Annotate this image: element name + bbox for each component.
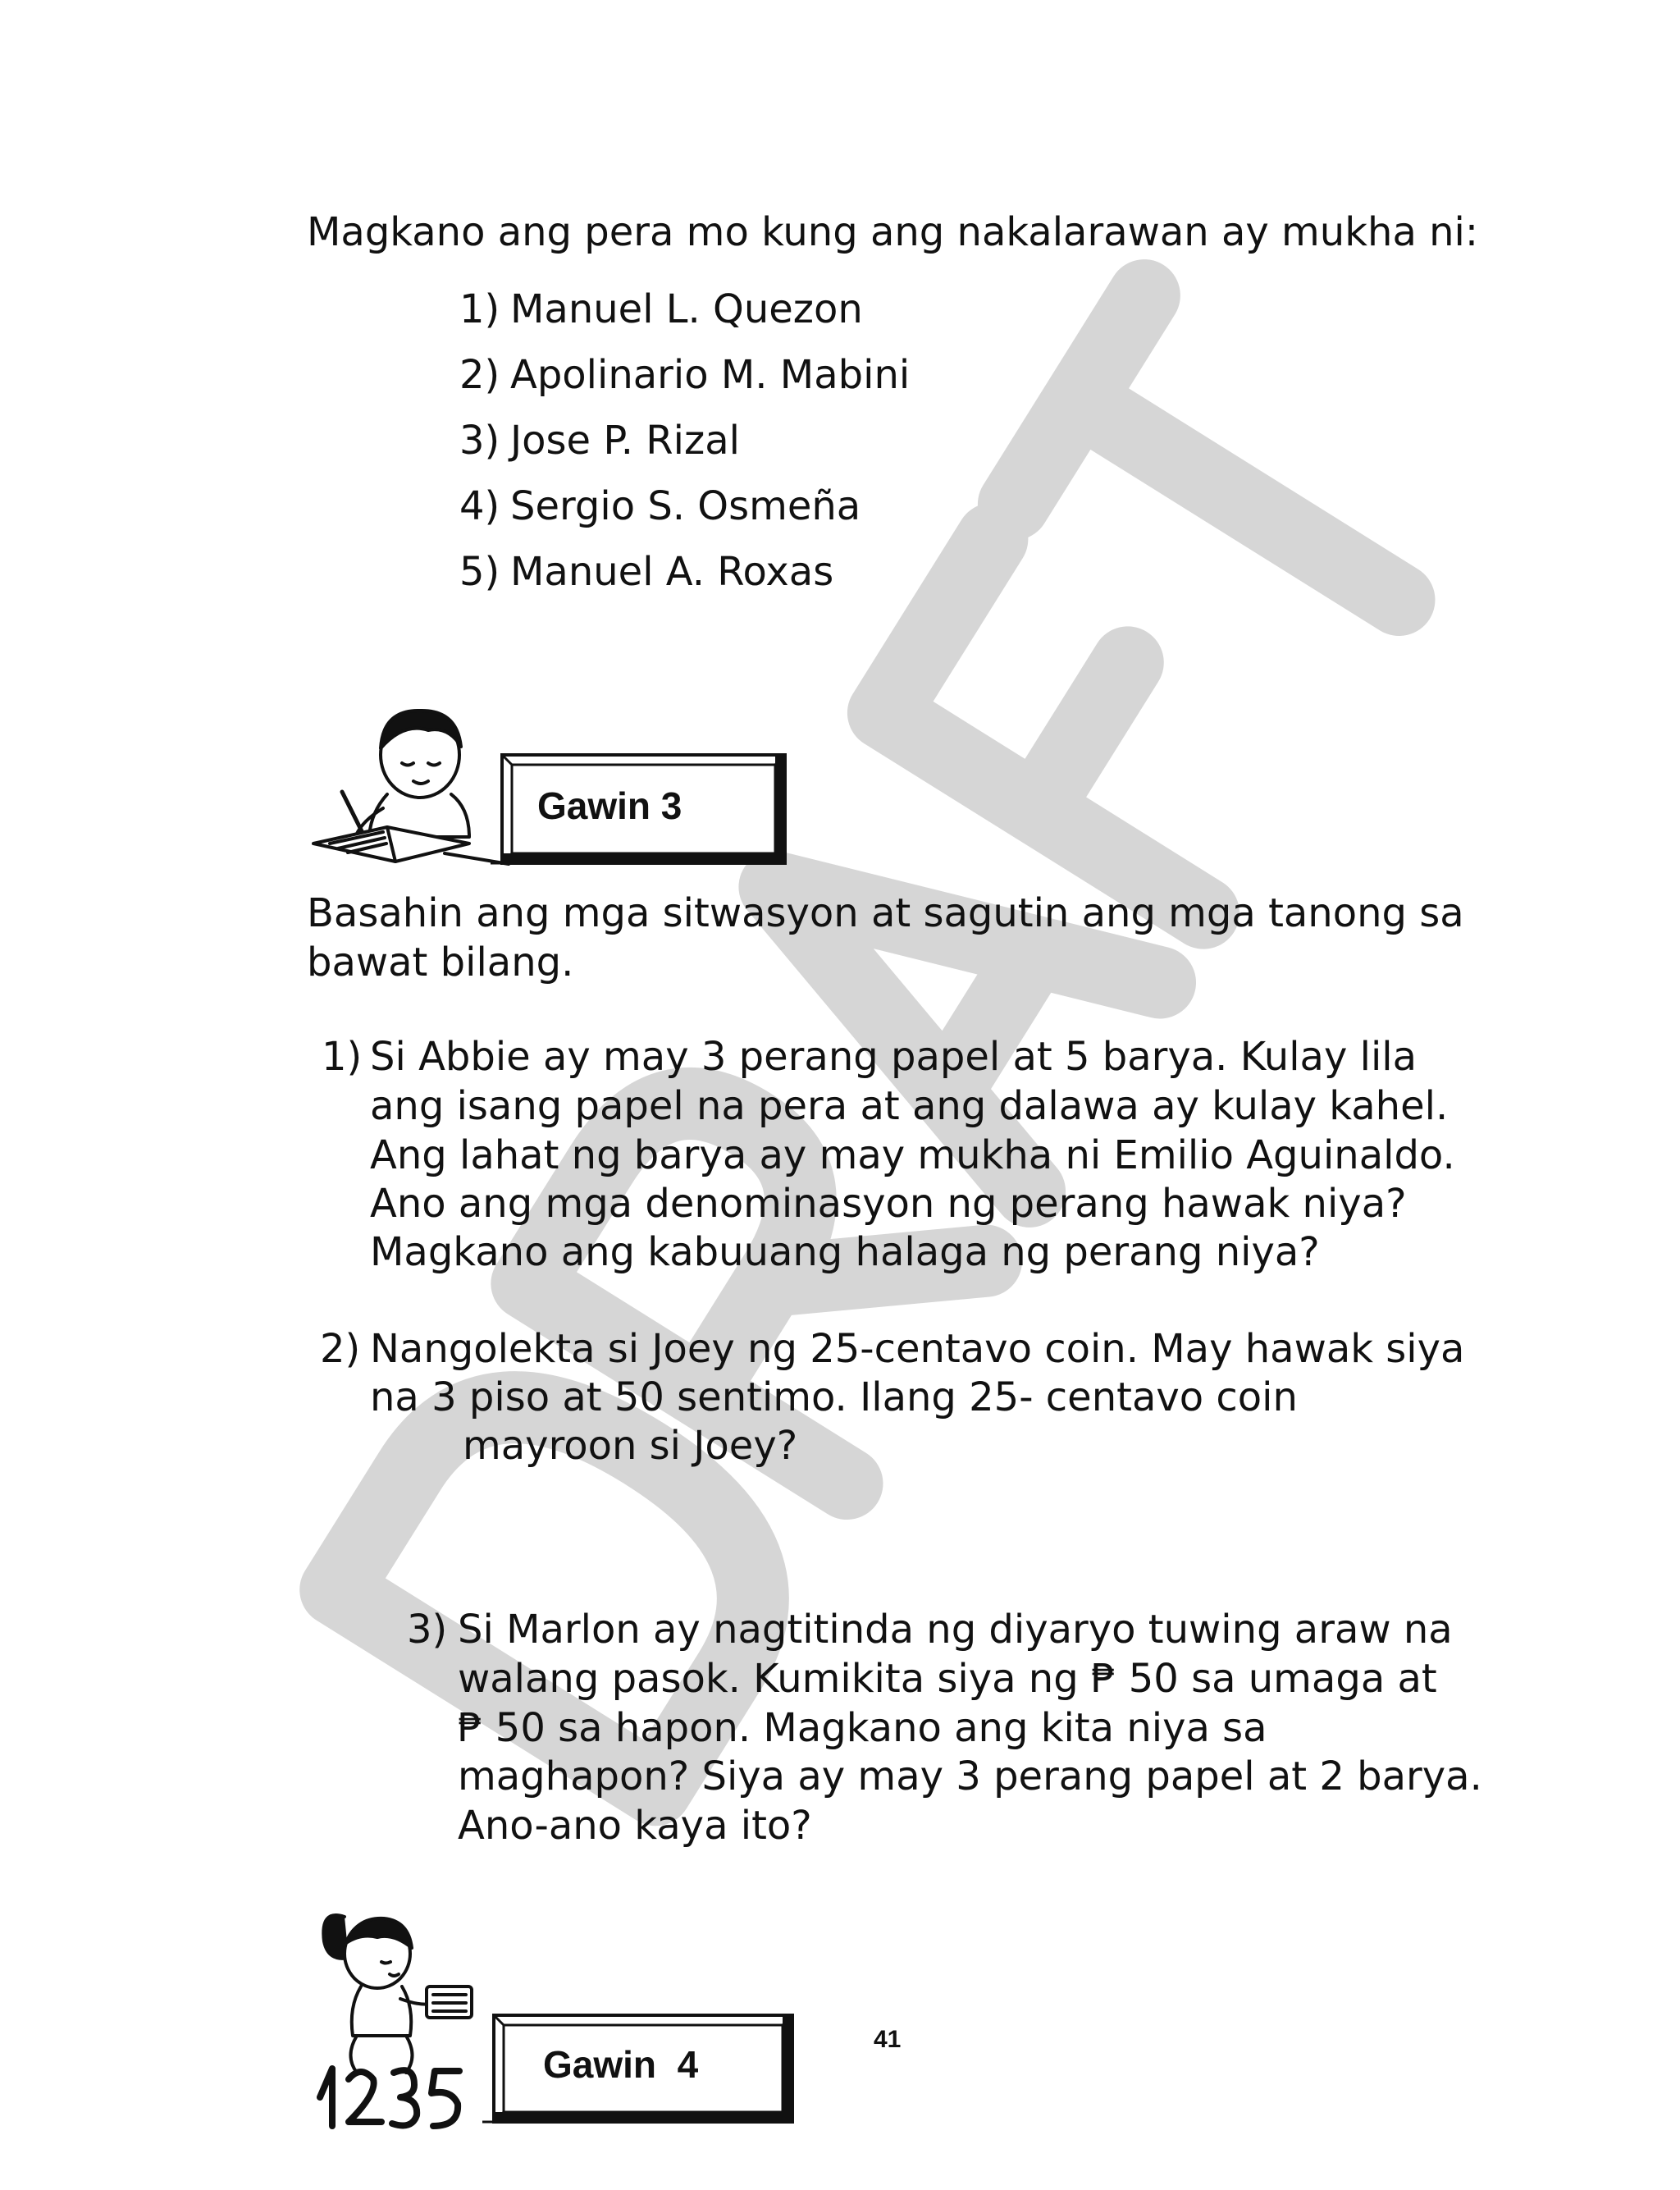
problem-2-line-3: mayroon si Joey? — [463, 1423, 798, 1469]
hero-num-3: 3) — [459, 418, 500, 464]
problem-1-line-2: ang isang papel na pera at ang dalawa ay kulay kahel. — [370, 1083, 1449, 1129]
question-intro: Magkano ang pera mo kung ang nakalarawan ay mukha ni: — [307, 209, 1479, 255]
problem-1-line-5: Magkano ang kabuuang halaga ng perang niya? — [370, 1229, 1320, 1275]
problem-3-number: 3) — [407, 1607, 448, 1653]
hero-num-5: 5) — [459, 549, 500, 595]
problem-1-line-1: Si Abbie ay may 3 perang papel at 5 barya. Kulay lila — [370, 1034, 1418, 1080]
hero-name-5: Manuel A. Roxas — [510, 549, 834, 595]
gawin-3-instructions-line-2: bawat bilang. — [307, 940, 574, 985]
boy-writing-illustration — [305, 697, 510, 870]
problem-3-line-4: maghapon? Siya ay may 3 perang papel at 2 barya. — [458, 1753, 1482, 1799]
gawin-4-title: Gawin 4 — [543, 2043, 699, 2086]
problem-1-number: 1) — [322, 1034, 363, 1080]
hero-name-1: Manuel L. Quezon — [510, 286, 863, 332]
problem-2-number: 2) — [320, 1326, 361, 1372]
problem-3-line-1: Si Marlon ay nagtitinda ng diyaryo tuwing araw na — [458, 1607, 1453, 1653]
gawin-3-instructions-line-1: Basahin ang mga sitwasyon at sagutin ang mga tanong sa — [307, 890, 1464, 936]
problem-1-line-3: Ang lahat ng barya ay may mukha ni Emilio Aguinaldo. — [370, 1132, 1455, 1178]
hero-num-4: 4) — [459, 483, 500, 529]
gawin-3-title: Gawin 3 — [537, 784, 682, 827]
problem-2-line-2: na 3 piso at 50 sentimo. Ilang 25- centavo coin — [370, 1374, 1298, 1420]
problem-3-line-5: Ano-ano kaya ito? — [458, 1803, 812, 1849]
problem-2-line-1: Nangolekta si Joey ng 25-centavo coin. May hawak siya — [370, 1326, 1465, 1372]
page-number: 41 — [874, 2026, 902, 2053]
hero-num-2: 2) — [459, 352, 500, 398]
girl-counting-illustration — [312, 1892, 500, 2132]
hero-name-3: Jose P. Rizal — [510, 418, 740, 464]
hero-name-2: Apolinario M. Mabini — [510, 352, 911, 398]
hero-name-4: Sergio S. Osmeña — [510, 483, 861, 529]
problem-3-line-3: ₱ 50 sa hapon. Magkano ang kita niya sa — [458, 1705, 1267, 1751]
problem-1-line-4: Ano ang mga denominasyon ng perang hawak niya? — [370, 1181, 1407, 1227]
hero-num-1: 1) — [459, 286, 500, 332]
problem-3-line-2: walang pasok. Kumikita siya ng ₱ 50 sa umaga at — [458, 1656, 1437, 1702]
